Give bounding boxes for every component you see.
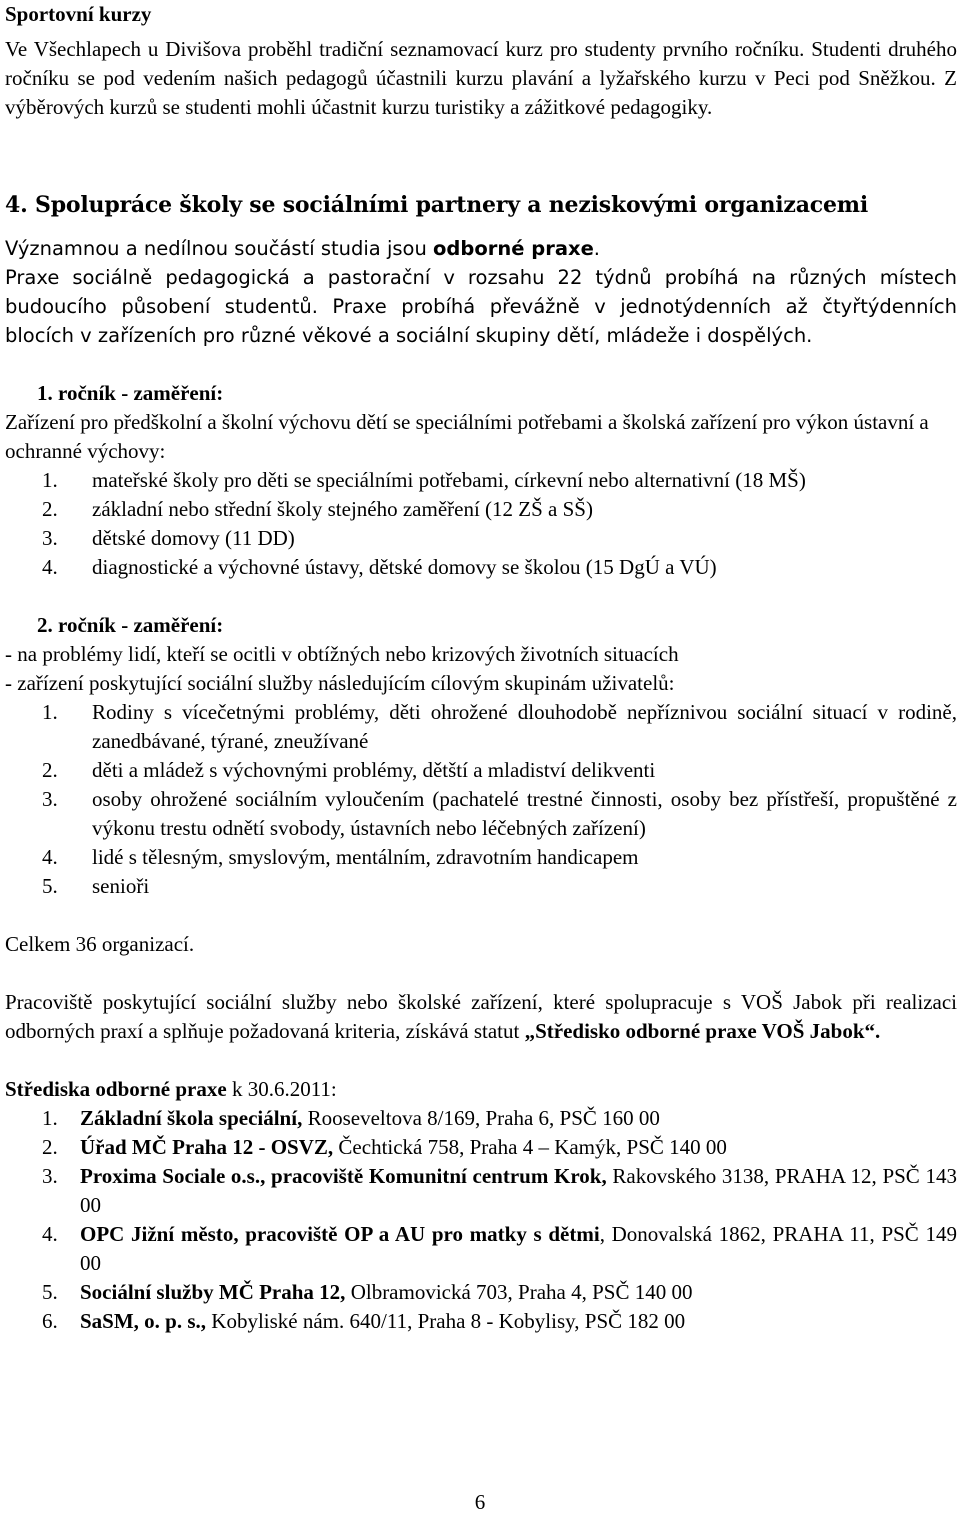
year2-line-1: - na problémy lidí, kteří se ocitli v obtížných nebo krizových životních situacích xyxy=(5,642,679,666)
paragraph-sport: Ve Všechlapech u Divišova proběhl tradiční seznamovací kurz pro studenty prvního ročníku. Studenti druhého ročníku se pod vedením našich pedagogů účastnili kurzu plavání a lyžařského kurzu v Peci pod Sněžkou. Z výběrových kurzů se studenti mohli účastnit kurzu turistiky a zážitkové pedagogiky. xyxy=(5,37,957,119)
intro-bold: odborné praxe xyxy=(433,237,594,260)
paragraph-intro xyxy=(5,234,957,263)
section-heading-partners: 4. Spolupráce školy se sociálními partnery a neziskovými organizacemi xyxy=(5,192,868,218)
year2-line-2: - zařízení poskytující sociální služby následujícím cílovým skupinám uživatelů: xyxy=(5,671,675,695)
list-centers xyxy=(5,1104,957,1336)
list-item: 1. Rodiny s vícečetnými problémy, děti ohrožené dlouhodobě nepříznivou sociální situací v rodině, zanedbávané, týrané, zneužívané xyxy=(42,700,957,753)
list-item: 2. Úřad MČ Praha 12 - OSVZ, Čechtická 758, Praha 4 – Kamýk, PSČ 140 00 xyxy=(42,1135,727,1159)
list-item: 1. Základní škola speciální, Rooseveltova 8/169, Praha 6, PSČ 160 00 xyxy=(42,1106,660,1130)
year1-heading-text: 1. ročník - zaměření: xyxy=(37,381,224,405)
list-item: 5. senioři xyxy=(42,874,150,898)
paragraph-status: Pracoviště poskytující sociální služby nebo školské zařízení, které spolupracuje s VOŠ Jabok při realizaci odborných praxí a splňuje požadovaná kriteria, získává statut „Středisko odborné praxe VOŠ Jabok“. xyxy=(5,990,957,1043)
paragraph-year1: Zařízení pro předškolní a školní výchovu dětí se speciálními potřebami a školská zařízení pro výkon ústavní a ochranné výchovy: xyxy=(5,410,929,463)
list-item: 2. základní nebo střední školy stejného zaměření (12 ZŠ a SŠ) xyxy=(42,497,593,521)
list-item: 3. osoby ohrožené sociálním vyloučením (pachatelé trestné činnosti, osoby bez přístřeší, propuštěné z výkonu trestu odnětí svobody, ústavních nebo léčebných zařízení) xyxy=(42,787,957,840)
list-item: 1. mateřské školy pro děti se speciálními potřebami, církevní nebo alternativní (18 MŠ) xyxy=(42,468,806,492)
section-heading-sport: Sportovní kurzy xyxy=(5,2,152,26)
status-title: „Středisko odborné praxe VOŠ Jabok“. xyxy=(524,1019,881,1043)
total-organizations: Celkem 36 organizací. xyxy=(5,932,195,956)
list-year1 xyxy=(5,466,957,582)
intro-end: . xyxy=(593,237,600,260)
list-item: 4. lidé s tělesným, smyslovým, mentálním, zdravotním handicapem xyxy=(42,845,639,869)
year2-heading xyxy=(5,611,957,640)
page-number: 6 xyxy=(474,1490,486,1514)
paragraph-praxe: Praxe sociálně pedagogická a pastorační v rozsahu 22 týdnů probíhá na různých místech budoucího působení studentů. Praxe probíhá převážně v jednotýdenních až čtyřtýdenních blocích v zařízeních pro různé věkové a sociální skupiny dětí, mládeže i dospělých. xyxy=(5,266,957,347)
list-item: 5. Sociální služby MČ Praha 12, Olbramovická 703, Praha 4, PSČ 140 00 xyxy=(42,1280,693,1304)
list-year2 xyxy=(5,698,957,901)
centers-heading: Střediska odborné praxe k 30.6.2011: xyxy=(5,1077,337,1101)
list-item: 2. děti a mládež s výchovnými problémy, dětští a mladiství delikventi xyxy=(42,758,656,782)
list-item: 4. OPC Jižní město, pracoviště OP a AU pro matky s dětmi, Donovalská 1862, PRAHA 11, PSČ 149 00 xyxy=(42,1222,957,1275)
list-item: 6. SaSM, o. p. s., Kobyliské nám. 640/11, Praha 8 - Kobylisy, PSČ 182 00 xyxy=(42,1309,686,1333)
intro-text: Významnou a nedílnou součástí studia jsou xyxy=(5,237,434,260)
list-item: 3. Proxima Sociale o.s., pracoviště Komunitní centrum Krok, Rakovského 3138, PRAHA 12, PSČ 143 00 xyxy=(42,1164,957,1217)
list-item: 3. dětské domovy (11 DD) xyxy=(42,526,295,550)
document-page xyxy=(5,0,957,1336)
list-item: 4. diagnostické a výchovné ústavy, dětské domovy se školou (15 DgÚ a VÚ) xyxy=(42,555,717,579)
year1-heading xyxy=(5,379,957,408)
year2-heading-text: 2. ročník - zaměření: xyxy=(37,613,224,637)
